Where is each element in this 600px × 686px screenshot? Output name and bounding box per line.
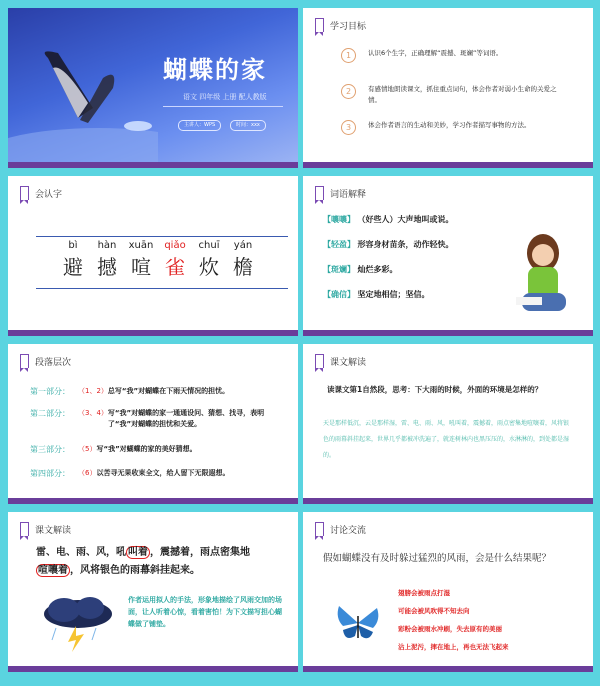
definition-row (323, 264, 398, 276)
butterfly-image (8, 8, 158, 168)
part-label: 第四部分： (30, 469, 70, 478)
divider (36, 236, 288, 237)
part-label: 第三部分： (30, 445, 70, 454)
goal-item (341, 48, 566, 63)
slide-learning-goals[interactable] (303, 8, 593, 168)
sentence-part: ，风将银色的雨幕斜挂起来。 (70, 565, 200, 576)
question: 读课文第1自然段，思考：下大雨的时候，外面的环境是怎样的？ (327, 385, 543, 394)
character-item (158, 240, 192, 280)
character-item (192, 240, 226, 280)
goal-number: 2 (341, 84, 356, 99)
slide-header-text: 词语解释 (330, 189, 367, 200)
character: 撼 (97, 255, 117, 279)
pinyin: bì (68, 240, 78, 251)
part-text: 总写“我”对蝴蝶在下雨天情况的担忧。 (107, 387, 230, 395)
part-text: 写“我”对蝴蝶的家的美好猜想。 (96, 445, 197, 453)
character: 檐 (233, 255, 253, 279)
slide-header (20, 186, 62, 200)
part-row (30, 408, 288, 430)
blue-butterfly-icon (333, 598, 383, 648)
slide-bottom-bar (8, 666, 298, 672)
character: 喧 (131, 255, 151, 279)
part-text: 写“我”对蝴蝶的家一通通设问、猜想、找寻，表明了“我”对蝴蝶的担忧和关爱。 (107, 409, 265, 428)
storm-cloud-icon (38, 592, 118, 652)
slide-title-text: 蝴蝶的家 (163, 56, 267, 84)
divider (163, 106, 283, 107)
part-ref: （1、2） (78, 387, 108, 395)
slide-header-text: 讨论交流 (330, 525, 367, 536)
definition-row (323, 289, 430, 301)
time-pill: 时间：xxx (230, 120, 266, 131)
bookmark-icon (20, 354, 29, 368)
slide-header (315, 354, 366, 368)
slide-text-reading-1[interactable] (303, 344, 593, 504)
slide-header (20, 522, 71, 536)
slide-bottom-bar (8, 162, 298, 168)
answer-item: 翅膀会被雨点打湿 (398, 589, 450, 597)
definition: 灿烂多彩。 (357, 265, 398, 274)
slide-header-text: 课文解读 (330, 357, 367, 368)
part-row (30, 386, 268, 397)
slide-header (315, 18, 366, 32)
part-ref: （3、4） (78, 409, 108, 417)
divider (36, 288, 288, 289)
pinyin: xuān (128, 240, 154, 251)
term: 【轻盈】 (323, 240, 355, 249)
character-item (124, 240, 158, 280)
definition-row (323, 214, 454, 226)
slide-header-text: 段落层次 (35, 357, 72, 368)
character-row (56, 240, 260, 280)
goal-number: 1 (341, 48, 356, 63)
slide-header-text: 学习目标 (330, 21, 367, 32)
pinyin: yán (233, 240, 253, 251)
slide-header-text: 会认字 (35, 189, 63, 200)
part-label: 第一部分： (30, 387, 70, 396)
definition: 坚定地相信；坚信。 (357, 290, 430, 299)
slide-header (315, 522, 366, 536)
circled-word: 叫着 (128, 547, 148, 558)
part-row (30, 468, 276, 479)
slide-word-explanations[interactable] (303, 176, 593, 336)
passage: 天是那样低沉，云是那样湿，雷、电、雨、风，吼叫着，震撼着，雨点密集地喧嚷着，风将银色的雨幕斜挂起来，世界几乎都被冲洗遍了，就连树林内也黑压压的，水淋淋的，到处都是湿的。 (323, 420, 570, 459)
analysis-note: 作者运用拟人的手法，形象地描绘了风雨交加的场面，让人听着心惊，看着害怕！为下文描写担心蝴蝶做了铺垫。 (128, 596, 282, 628)
bookmark-icon (315, 522, 324, 536)
slide-bottom-bar (303, 498, 593, 504)
bookmark-icon (315, 186, 324, 200)
bookmark-icon (315, 354, 324, 368)
part-ref: （5） (78, 445, 97, 453)
part-row (30, 444, 276, 455)
answer-item: 彩粉会被雨水冲刷，失去原有的美丽 (398, 625, 502, 633)
answer-item: 可能会被风吹得不知去向 (398, 607, 470, 615)
pinyin: qiǎo (164, 240, 186, 251)
slide-bottom-bar (8, 498, 298, 504)
character-item (226, 240, 260, 280)
goal-number: 3 (341, 120, 356, 135)
sentence-part: ，震撼着，雨点密集地 (150, 547, 250, 558)
character: 雀 (165, 255, 185, 279)
part-ref: （6） (78, 469, 97, 477)
slide-characters[interactable] (8, 176, 298, 336)
girl-reading-image (508, 231, 578, 331)
slide-subtitle: 语文 四年级 上册 配人教版 (183, 93, 267, 101)
goal-item (341, 120, 566, 135)
character-item (90, 240, 124, 280)
slide-title[interactable] (8, 8, 298, 168)
discussion-question: 假如蝴蝶没有及时躲过猛烈的风雨，会是什么结果呢？ (323, 553, 552, 564)
term: 【确信】 (323, 290, 355, 299)
goal-item (341, 84, 566, 106)
definition: 形容身材苗条，动作轻快。 (357, 240, 454, 249)
slide-header-text: 课文解读 (35, 525, 72, 536)
slide-bottom-bar (303, 666, 593, 672)
slide-paragraph-structure[interactable] (8, 344, 298, 504)
bookmark-icon (315, 18, 324, 32)
pinyin: chuī (198, 240, 220, 251)
term: 【嚷嚷】 (323, 215, 355, 224)
slide-bottom-bar (303, 330, 593, 336)
slide-bottom-bar (8, 330, 298, 336)
character: 炊 (199, 255, 219, 279)
slide-header (315, 186, 366, 200)
slide-text-reading-2[interactable] (8, 512, 298, 672)
part-label: 第二部分： (30, 409, 70, 418)
answer-item: 沾上泥污，摔在地上，再也无法飞起来 (398, 643, 509, 651)
term: 【斑斓】 (323, 265, 355, 274)
presenter-pill: 主讲人：WPS (178, 120, 221, 131)
circled-word: 喧嚷着 (38, 565, 68, 576)
definition: （好些人）大声地叫或说。 (357, 215, 454, 224)
highlighted-sentence (36, 544, 286, 580)
character-item (56, 240, 90, 280)
goal-text: 认识6个生字，正确理解“震撼、斑斓”等词语。 (368, 49, 503, 57)
part-text: 以苦寻无果收束全文，给人留下无限遐想。 (96, 469, 230, 477)
goal-text: 体会作者语言的生动和美妙，学习作者描写事物的方法。 (368, 121, 531, 129)
slide-bottom-bar (303, 162, 593, 168)
sentence-part: 雷、电、雨、风，吼 (36, 547, 126, 558)
slide-header (20, 354, 71, 368)
bookmark-icon (20, 186, 29, 200)
pinyin: hàn (97, 240, 117, 251)
bookmark-icon (20, 522, 29, 536)
character: 避 (63, 255, 83, 279)
goal-text: 有感情地朗读课文，抓住重点词句，体会作者对弱小生命的关爱之情。 (368, 85, 557, 104)
definition-row (323, 239, 454, 251)
slide-discussion[interactable] (303, 512, 593, 672)
